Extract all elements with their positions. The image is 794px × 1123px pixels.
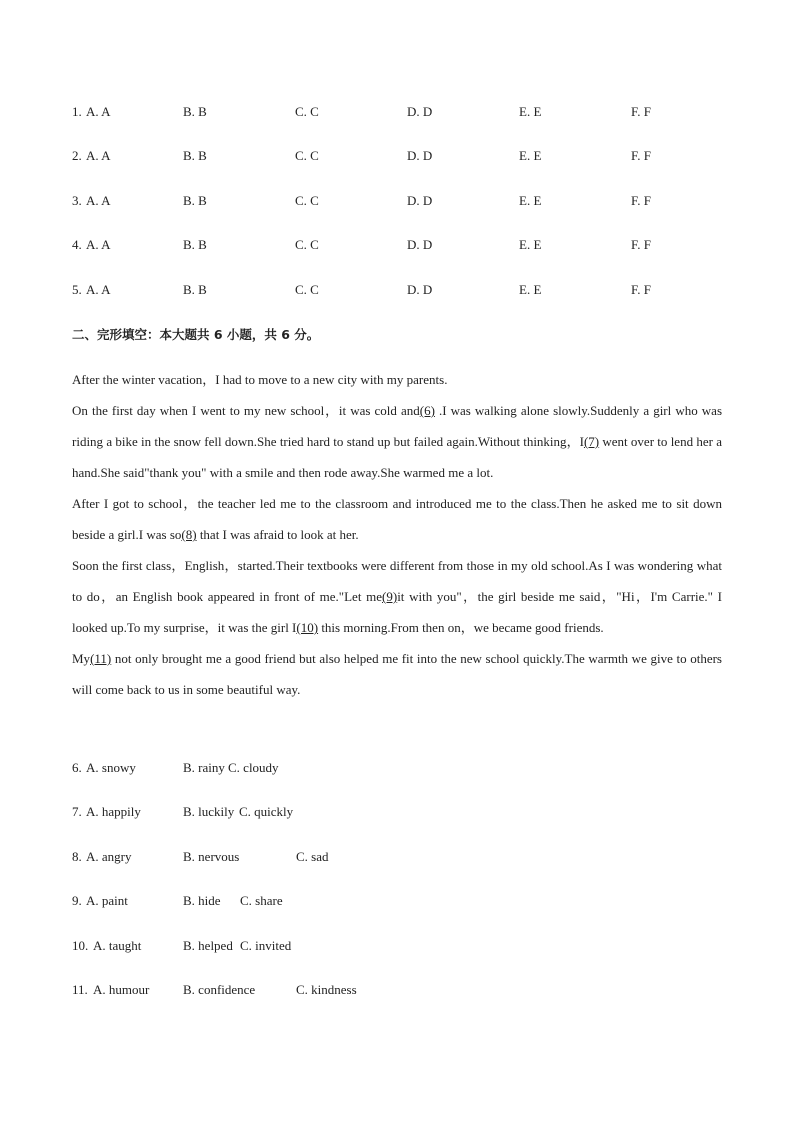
passage-text: .I was walking alone slowly.Suddenly a girl who was riding a bike in the snow fell down.She tried hard to stand up but failed again.Without thinking，I [72, 403, 722, 449]
question-number: 8. [72, 849, 82, 864]
passage-paragraph-1: After the winter vacation，I had to move to a new city with my parents. [72, 372, 448, 387]
passage-text: that I was afraid to look at her. [196, 527, 359, 542]
section-heading: 二、完形填空：本大题共 6 小题，共 6 分。 [72, 327, 320, 342]
option-c: C. kindness [296, 982, 357, 997]
option-a: A. A [86, 282, 111, 297]
option-c: C. invited [240, 938, 292, 953]
option-c: C. C [295, 193, 319, 208]
option-c: C. C [295, 237, 319, 252]
option-e: E. E [519, 148, 542, 163]
passage-text: went over to lend her a hand.She said"thank you" with a smile and then rode away.She warmed me a lot. [72, 434, 723, 480]
option-e: E. E [519, 282, 542, 297]
question-number: 9. [72, 893, 82, 908]
option-e: E. E [519, 237, 542, 252]
option-b: B. B [183, 282, 207, 297]
option-c: C. C [295, 148, 319, 163]
option-b: B. B [183, 193, 207, 208]
option-a: A. A [86, 193, 111, 208]
option-b: B. B [183, 104, 207, 119]
option-a: A. humour [93, 982, 150, 997]
cloze-passage [72, 364, 722, 705]
option-c: C. cloudy [228, 760, 279, 775]
blank-8: (8) [181, 527, 197, 542]
passage-paragraph-4 [72, 550, 722, 643]
option-b: B. helped [183, 938, 233, 953]
blank-6: (6) [419, 403, 435, 418]
option-a: A. taught [93, 938, 142, 953]
option-b: B. nervous [183, 849, 240, 864]
option-d: D. D [407, 237, 433, 252]
option-a: A. A [86, 237, 111, 252]
option-a: A. A [86, 104, 111, 119]
passage-text: On the first day when I went to my new school，it was cold and [72, 403, 420, 418]
passage-text: it with you"，the girl beside me said，"Hi，I'm Carrie." I looked up.To my surprise，it was the girl I [72, 589, 722, 635]
question-number: 11. [72, 982, 88, 997]
option-f: F. F [631, 282, 651, 297]
passage-text: My [72, 651, 91, 666]
passage-text: not only brought me a good friend but also helped me fit into the new school quickly.The warmth we give to others will come back to us in some beautiful way. [72, 651, 722, 697]
option-b: B. B [183, 237, 207, 252]
option-d: D. D [407, 282, 433, 297]
passage-paragraph-2 [72, 395, 722, 488]
option-b: B. hide [183, 893, 221, 908]
option-a: A. snowy [86, 760, 136, 775]
question-number: 7. [72, 804, 82, 819]
option-c: C. sad [296, 849, 329, 864]
passage-text: After I got to school，the teacher led me to the classroom and introduced me to the class.Then he asked me to sit down beside a girl.I was so [72, 496, 722, 542]
option-a: A. paint [86, 893, 128, 908]
option-b: B. confidence [183, 982, 256, 997]
option-e: E. E [519, 104, 542, 119]
option-b: B. rainy [183, 760, 225, 775]
option-d: D. D [407, 148, 433, 163]
question-number: 1. [72, 104, 82, 119]
option-a: A. angry [86, 849, 132, 864]
option-e: E. E [519, 193, 542, 208]
option-b: B. B [183, 148, 207, 163]
option-c: C. C [295, 282, 319, 297]
question-number: 6. [72, 760, 82, 775]
option-c: C. share [240, 893, 283, 908]
option-f: F. F [631, 237, 651, 252]
question-number: 5. [72, 282, 82, 297]
passage-text: Soon the first class，English，started.Their textbooks were different from those in my old school.As I was wondering what to do，an English book appeared in front of me."Let me [72, 558, 722, 604]
question-number: 3. [72, 193, 82, 208]
option-d: D. D [407, 104, 433, 119]
blank-10: (10) [296, 620, 319, 635]
passage-paragraph-5 [72, 643, 722, 705]
option-a: A. happily [86, 804, 141, 819]
option-f: F. F [631, 193, 651, 208]
option-f: F. F [631, 104, 651, 119]
passage-text: this morning.From then on，we became good friends. [318, 620, 604, 635]
blank-9: (9) [382, 589, 398, 604]
blank-11: (11) [90, 651, 112, 666]
option-c: C. quickly [239, 804, 294, 819]
question-number: 10. [72, 938, 89, 953]
blank-7: (7) [583, 434, 600, 449]
option-f: F. F [631, 148, 651, 163]
option-d: D. D [407, 193, 433, 208]
question-number: 4. [72, 237, 82, 252]
option-b: B. luckily [183, 804, 235, 819]
option-a: A. A [86, 148, 111, 163]
passage-paragraph-3 [72, 488, 722, 550]
option-c: C. C [295, 104, 319, 119]
question-number: 2. [72, 148, 82, 163]
